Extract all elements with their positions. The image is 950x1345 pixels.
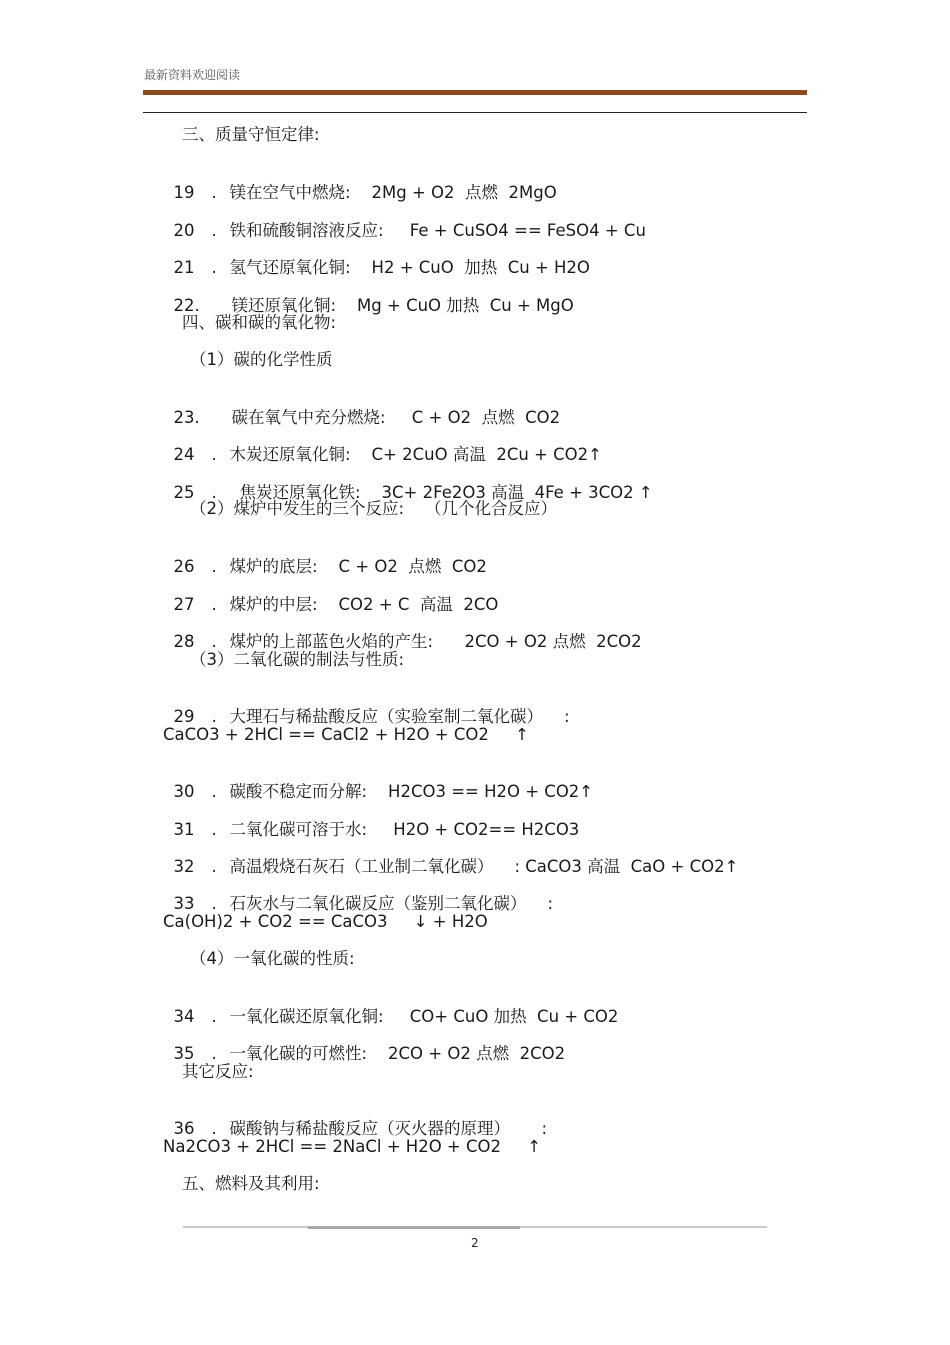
equation-text: 石灰水与二氧化碳反应（鉴别二氧化碳） : — [229, 894, 554, 913]
line-dot: . — [211, 595, 217, 614]
section-title: 三、质量守恒定律: — [182, 125, 320, 144]
section-title: 四、碳和碳的氧化物: — [182, 313, 337, 332]
section-title: 五、燃料及其利用: — [182, 1174, 320, 1193]
line-number: 25 — [173, 483, 195, 502]
header-rule-thin — [143, 112, 807, 113]
equation-continuation: Ca(OH)2 + CO2 == CaCO3 ↓ + H2O — [163, 912, 488, 931]
line-dot: . — [211, 221, 217, 240]
equation-line — [163, 837, 738, 877]
equation-line — [163, 388, 560, 428]
equation-line — [163, 612, 642, 652]
line-number: 31 — [173, 820, 195, 839]
equation-line — [163, 800, 579, 840]
equation-line — [163, 1024, 565, 1064]
line-dot: . — [211, 557, 217, 576]
line-number: 24 — [173, 445, 195, 464]
equation-text: 镁在空气中燃烧: 2Mg + O2 点燃 2MgO — [229, 183, 557, 202]
footer-rule-accent — [308, 1226, 520, 1229]
subsection-title: （1）碳的化学性质 — [190, 350, 333, 369]
line-number: 33 — [173, 894, 195, 913]
equation-text: 煤炉的上部蓝色火焰的产生: 2CO + O2 点燃 2CO2 — [229, 632, 642, 651]
subsection-title: （3）二氧化碳的制法与性质: — [190, 650, 405, 669]
line-dot: . — [211, 258, 217, 277]
line-dot: . — [211, 1007, 217, 1026]
equation-text: 煤炉的底层: C + O2 点燃 CO2 — [229, 557, 487, 576]
line-dot: . — [211, 820, 217, 839]
line-number: 36 — [173, 1119, 195, 1138]
equation-line — [163, 163, 557, 203]
equation-line — [163, 987, 618, 1027]
equation-text: 焦炭还原氧化铁: 3C+ 2Fe2O3 高温 4Fe + 3CO2 ↑ — [239, 483, 653, 502]
equation-line — [163, 425, 602, 465]
page-header-title: 最新资料欢迎阅读 — [144, 68, 241, 82]
line-dot: . — [211, 707, 217, 726]
line-number: 19 — [173, 183, 195, 202]
line-dot: . — [211, 1119, 217, 1138]
line-dot: . — [211, 483, 217, 502]
equation-continuation: Na2CO3 + 2HCl == 2NaCl + H2O + CO2 ↑ — [163, 1137, 542, 1156]
equation-line — [163, 575, 498, 615]
equation-line — [163, 238, 590, 278]
equation-text: 高温煅烧石灰石（工业制二氧化碳） : CaCO3 高温 CaO + CO2↑ — [229, 857, 739, 876]
section-title: 其它反应: — [182, 1062, 254, 1081]
line-number: 29 — [173, 707, 195, 726]
equation-line — [163, 1099, 547, 1139]
line-dot: . — [211, 857, 217, 876]
equation-text: 一氧化碳的可燃性: 2CO + O2 点燃 2CO2 — [229, 1044, 566, 1063]
line-number: 32 — [173, 857, 195, 876]
equation-text: 大理石与稀盐酸反应（实验室制二氧化碳） : — [229, 707, 570, 726]
equation-continuation: CaCO3 + 2HCl == CaCl2 + H2O + CO2 ↑ — [163, 725, 529, 744]
line-number: 26 — [173, 557, 195, 576]
equation-line — [163, 201, 646, 241]
line-number: 28 — [173, 632, 195, 651]
equation-text: 一氧化碳还原氧化铜: CO+ CuO 加热 Cu + CO2 — [229, 1007, 619, 1026]
equation-text: 二氧化碳可溶于水: H2O + CO2== H2CO3 — [229, 820, 580, 839]
equation-text: 碳酸不稳定而分解: H2CO3 == H2O + CO2↑ — [229, 782, 594, 801]
equation-line — [163, 762, 593, 802]
equation-line — [163, 276, 574, 316]
equation-text: 碳酸钠与稀盐酸反应（灭火器的原理） : — [229, 1119, 548, 1138]
equation-text: 木炭还原氧化铜: C+ 2CuO 高温 2Cu + CO2↑ — [229, 445, 602, 464]
equation-line — [163, 537, 487, 577]
equation-text: 铁和硫酸铜溶液反应: Fe + CuSO4 == FeSO4 + Cu — [229, 221, 646, 240]
equation-text: 煤炉的中层: CO2 + C 高温 2CO — [229, 595, 499, 614]
line-number: 21 — [173, 258, 195, 277]
equation-text: 碳在氧气中充分燃烧: C + O2 点燃 CO2 — [231, 408, 561, 427]
equation-line — [163, 687, 570, 727]
line-number: 30 — [173, 782, 195, 801]
subsection-title: （4）一氧化碳的性质: — [190, 949, 355, 968]
line-number: 35 — [173, 1044, 195, 1063]
line-dot: . — [211, 445, 217, 464]
line-dot: . — [211, 632, 217, 651]
line-dot: . — [211, 894, 217, 913]
line-number: 23. — [173, 408, 200, 427]
line-number: 34 — [173, 1007, 195, 1026]
line-dot: . — [211, 1044, 217, 1063]
header-rule-thick — [143, 90, 807, 95]
equation-text: 镁还原氧化铜: Mg + CuO 加热 Cu + MgO — [231, 296, 574, 315]
equation-line — [163, 874, 553, 914]
line-number: 22. — [173, 296, 200, 315]
equation-text: 氢气还原氧化铜: H2 + CuO 加热 Cu + H2O — [229, 258, 590, 277]
subsection-title: （2）煤炉中发生的三个反应: （几个化合反应） — [190, 499, 558, 518]
line-dot: . — [211, 183, 217, 202]
page-number: 2 — [471, 1236, 479, 1250]
line-number: 27 — [173, 595, 195, 614]
equation-line — [163, 463, 653, 503]
line-number: 20 — [173, 221, 195, 240]
line-dot: . — [211, 782, 217, 801]
